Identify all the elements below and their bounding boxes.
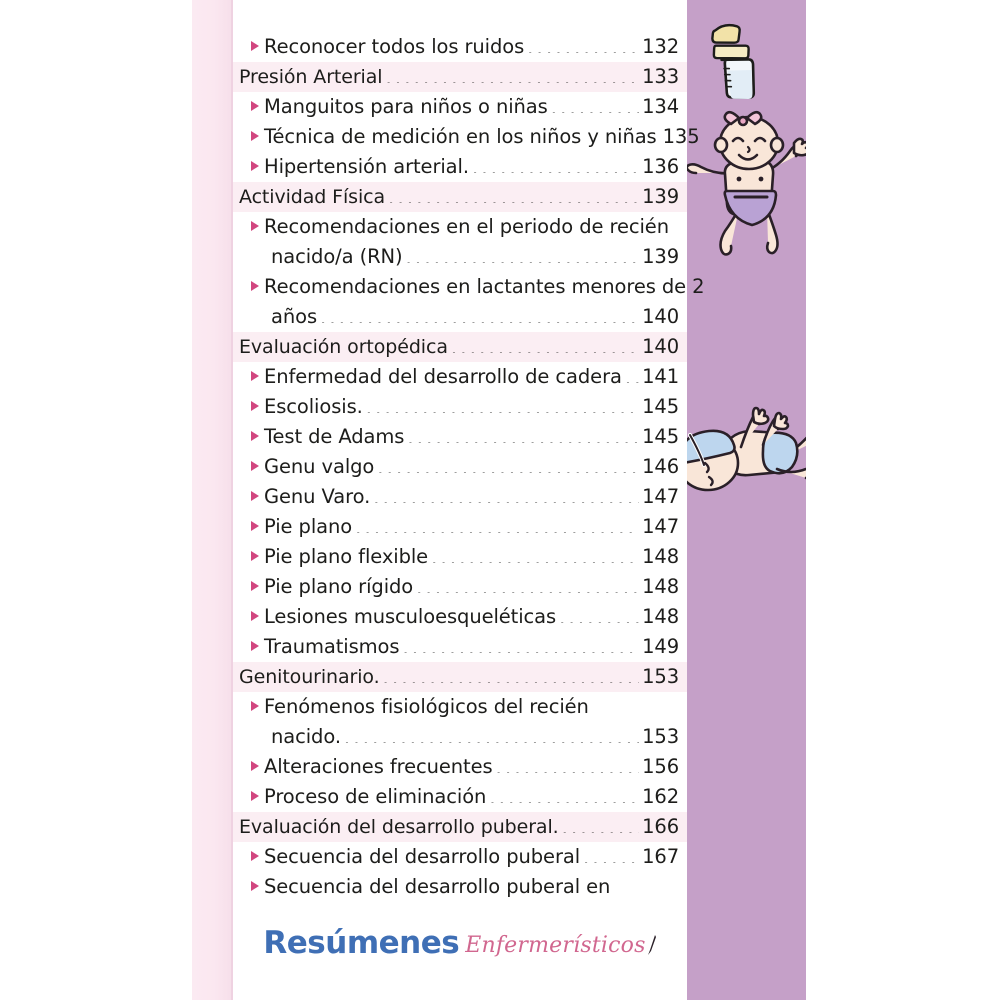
logo-primary-text: Resúmenes	[263, 925, 460, 961]
toc-entry-row[interactable]	[233, 602, 687, 632]
toc-entry-row[interactable]	[233, 152, 687, 182]
triangle-bullet-icon	[251, 461, 259, 471]
toc-entry-row[interactable]	[233, 452, 687, 482]
toc-page-number: 140	[642, 335, 679, 358]
toc-page-number: 148	[642, 575, 679, 598]
toc-entry-label: Escoliosis.	[264, 395, 363, 418]
leader-dots	[489, 784, 639, 804]
toc-page-number: 147	[642, 515, 679, 538]
leader-dots	[625, 364, 639, 384]
toc-entry-label: Manguitos para niños o niñas	[264, 95, 548, 118]
leader-dots	[407, 424, 639, 444]
table-of-contents-list	[233, 32, 705, 902]
toc-page-number: 141	[642, 365, 679, 388]
toc-section-row[interactable]	[233, 332, 687, 362]
toc-entry-label: Lesiones musculoesqueléticas	[264, 605, 557, 628]
leader-dots	[402, 634, 639, 654]
toc-page-number: 156	[642, 755, 679, 778]
toc-page-number: 135	[662, 125, 700, 148]
leader-dots	[355, 514, 639, 534]
footer-logo	[233, 925, 687, 961]
triangle-bullet-icon	[251, 371, 259, 381]
toc-entry-label: Presión Arterial	[239, 66, 383, 88]
triangle-bullet-icon	[251, 581, 259, 591]
triangle-bullet-icon	[251, 491, 259, 501]
toc-page-number: 133	[642, 65, 679, 88]
toc-page-number: 167	[642, 845, 679, 868]
toc-entry-row[interactable]	[233, 842, 687, 872]
toc-entry-label: Evaluación del desarrollo puberal.	[239, 816, 559, 838]
toc-page-number: 145	[642, 395, 679, 418]
toc-content-column	[233, 0, 705, 1000]
toc-entry-label: Genu Varo.	[264, 485, 371, 508]
toc-page-number: 147	[642, 485, 679, 508]
toc-entry-label: Test de Adams	[264, 425, 405, 448]
toc-page-number: 153	[642, 725, 679, 748]
triangle-bullet-icon	[251, 101, 259, 111]
toc-page-number: 134	[642, 95, 679, 118]
toc-entry-row[interactable]	[233, 212, 687, 242]
toc-section-row[interactable]	[233, 62, 687, 92]
leader-dots	[406, 244, 640, 264]
baby-boy-illustration	[687, 395, 806, 520]
toc-entry-label: Enfermedad del desarrollo de cadera	[264, 365, 622, 388]
toc-entry-row[interactable]	[233, 542, 687, 572]
leader-dots	[451, 334, 639, 353]
toc-section-row[interactable]	[233, 182, 687, 212]
toc-page-number: 146	[642, 455, 679, 478]
toc-entry-row[interactable]	[233, 392, 687, 422]
toc-entry-row[interactable]	[233, 92, 687, 122]
leader-dots	[613, 874, 642, 894]
toc-page-number: 139	[642, 185, 679, 208]
toc-page-number: 153	[642, 665, 679, 688]
spine-strip	[192, 0, 232, 1000]
toc-entry-row[interactable]	[233, 482, 687, 512]
toc-entry-label: Pie plano	[264, 515, 353, 538]
toc-continuation-row[interactable]	[233, 722, 687, 752]
leader-dots	[320, 304, 639, 324]
leader-dots	[583, 844, 639, 864]
toc-entry-label: Secuencia del desarrollo puberal	[264, 845, 581, 868]
toc-entry-label: nacido/a (RN)	[271, 245, 403, 268]
triangle-bullet-icon	[251, 131, 259, 141]
toc-page-number: 132	[642, 35, 679, 58]
triangle-bullet-icon	[251, 161, 259, 171]
toc-entry-label: Fenómenos fisiológicos del recién	[264, 695, 589, 718]
toc-entry-row[interactable]	[233, 122, 700, 152]
toc-entry-label: Proceso de eliminación	[264, 785, 487, 808]
leader-dots	[527, 34, 639, 54]
toc-entry-label: Pie plano rígido	[264, 575, 414, 598]
toc-page-number: 149	[642, 635, 679, 658]
leader-dots	[592, 694, 642, 714]
triangle-bullet-icon	[251, 851, 259, 861]
toc-entry-label: Genitourinario.	[239, 666, 380, 688]
triangle-bullet-icon	[251, 791, 259, 801]
leader-dots	[383, 664, 640, 683]
leader-dots	[496, 754, 640, 774]
leader-dots	[388, 184, 639, 203]
triangle-bullet-icon	[251, 761, 259, 771]
toc-entry-label: Actividad Física	[239, 186, 386, 208]
leader-dots	[416, 574, 639, 594]
triangle-bullet-icon	[251, 551, 259, 561]
toc-entry-row[interactable]	[233, 752, 687, 782]
toc-entry-row[interactable]	[233, 692, 687, 722]
leader-dots	[562, 814, 639, 833]
triangle-bullet-icon	[251, 521, 259, 531]
triangle-bullet-icon	[251, 401, 259, 411]
triangle-bullet-icon	[251, 221, 259, 231]
toc-entry-label: Alteraciones frecuentes	[264, 755, 493, 778]
leader-dots	[551, 94, 639, 114]
toc-entry-label: Recomendaciones en lactantes menores de 2	[264, 275, 705, 298]
leader-dots	[385, 64, 639, 83]
toc-entry-row[interactable]	[233, 272, 705, 302]
logo-flourish-icon	[647, 934, 657, 956]
triangle-bullet-icon	[251, 641, 259, 651]
toc-entry-row[interactable]	[233, 512, 687, 542]
toc-page-number: 139	[642, 245, 679, 268]
toc-page-number: 162	[642, 785, 679, 808]
leader-dots	[344, 724, 639, 744]
toc-continuation-row[interactable]	[233, 242, 687, 272]
toc-page-number: 166	[642, 815, 679, 838]
leader-dots	[377, 454, 639, 474]
triangle-bullet-icon	[251, 611, 259, 621]
toc-entry-row[interactable]	[233, 632, 687, 662]
toc-entry-label: Reconocer todos los ruidos	[264, 35, 525, 58]
toc-entry-label: Genu valgo	[264, 455, 375, 478]
toc-entry-label: Pie plano flexible	[264, 545, 429, 568]
leader-dots	[366, 394, 639, 414]
leader-dots	[431, 544, 639, 564]
toc-page-number: 145	[642, 425, 679, 448]
toc-entry-row[interactable]	[233, 422, 687, 452]
toc-entry-label: años	[271, 305, 317, 328]
toc-entry-label: Técnica de medición en los niños y niñas	[264, 125, 657, 148]
toc-page-number: 140	[642, 305, 679, 328]
toc-section-row[interactable]	[233, 662, 687, 692]
baby-bottle-icon	[697, 18, 775, 108]
toc-entry-row[interactable]	[233, 782, 687, 812]
toc-page-number: 148	[642, 545, 679, 568]
leader-dots	[472, 154, 639, 174]
toc-page-number: 136	[642, 155, 679, 178]
triangle-bullet-icon	[251, 41, 259, 51]
triangle-bullet-icon	[251, 281, 259, 291]
toc-entry-row[interactable]	[233, 872, 687, 902]
logo-script-text: Enfermerísticos	[465, 932, 646, 958]
toc-entry-row[interactable]	[233, 572, 687, 602]
toc-entry-row[interactable]	[233, 362, 687, 392]
triangle-bullet-icon	[251, 701, 259, 711]
toc-continuation-row[interactable]	[233, 302, 687, 332]
toc-entry-row[interactable]	[233, 32, 687, 62]
triangle-bullet-icon	[251, 431, 259, 441]
toc-entry-label: Traumatismos	[264, 635, 400, 658]
toc-entry-label: Secuencia del desarrollo puberal en	[264, 875, 611, 898]
triangle-bullet-icon	[251, 881, 259, 891]
toc-entry-label: Hipertensión arterial.	[264, 155, 469, 178]
toc-section-row[interactable]	[233, 812, 687, 842]
toc-entry-label: Recomendaciones en el periodo de recién	[264, 215, 669, 238]
leader-dots	[373, 484, 639, 504]
toc-entry-label: nacido.	[271, 725, 341, 748]
toc-page-number: 148	[642, 605, 679, 628]
leader-dots	[559, 604, 639, 624]
toc-entry-label: Evaluación ortopédica	[239, 336, 448, 358]
